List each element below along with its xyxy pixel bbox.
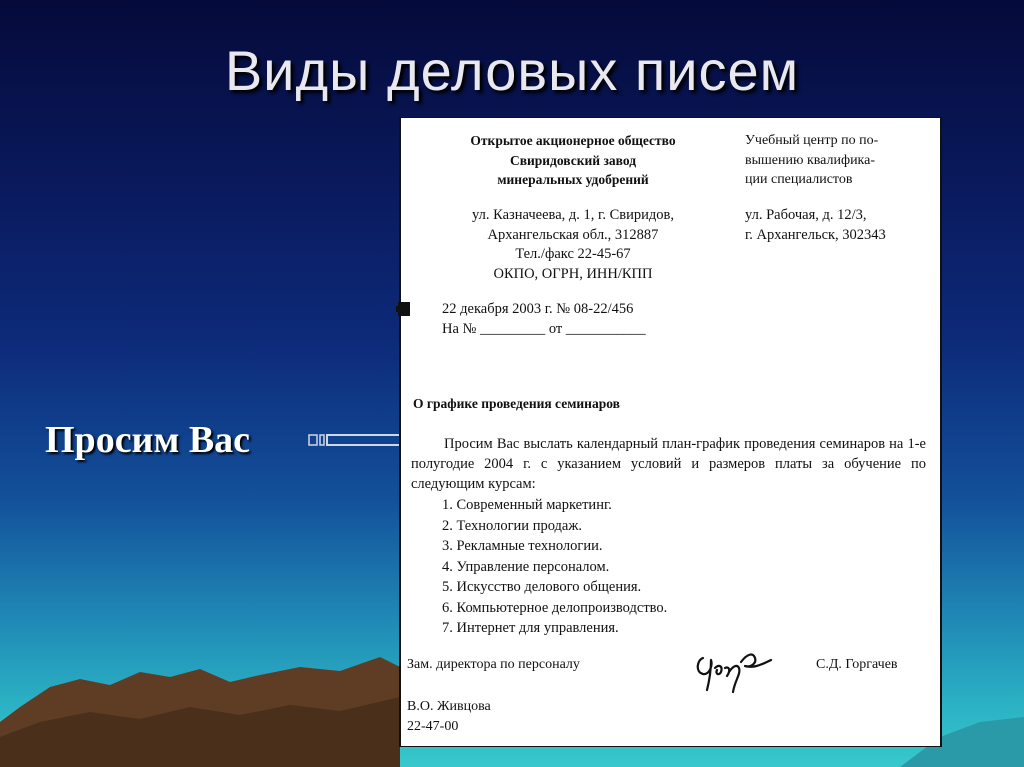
sender-address-line: ОКПО, ОГРН, ИНН/КПП — [493, 265, 653, 282]
date-and-number — [442, 300, 646, 339]
scan-artifact — [396, 296, 412, 322]
signer-name: С.Д. Горгачев — [816, 657, 898, 672]
executor-phone: 22-47-00 — [407, 719, 459, 734]
sender-org-line: Открытое акционерное общество — [470, 133, 676, 148]
sender-address-line: Архангельская обл., 312887 — [487, 226, 659, 243]
list-item: 3. Рекламные технологии. — [442, 538, 603, 554]
business-letter — [399, 117, 942, 747]
course-list — [442, 495, 667, 639]
handwritten-signature — [689, 638, 779, 698]
executor-name: В.О. Живцова — [407, 699, 491, 714]
list-item: 6. Компьютерное делопроизводство. — [442, 599, 668, 616]
recipient-org-line: Учебный центр по по- — [745, 133, 879, 148]
signer-position: Зам. директора по персоналу — [407, 657, 580, 672]
recipient-address-line: ул. Рабочая, д. 12/3, — [745, 207, 867, 223]
list-item: 1. Современный маркетинг. — [442, 497, 612, 513]
executor-info — [407, 697, 491, 737]
recipient-organization — [745, 131, 878, 190]
sender-address — [413, 206, 733, 284]
sender-org-line: Свиридовский завод — [509, 152, 637, 168]
side-label: Просим Вас — [45, 419, 251, 461]
date-line: 22 декабря 2003 г. № 08-22/456 — [442, 301, 634, 317]
list-item: 5. Искусство делового общения. — [442, 579, 642, 595]
slide-title: Виды деловых писем — [224, 39, 800, 102]
sender-address-line: Тел./факс 22-45-67 — [515, 246, 631, 262]
body-paragraph: Просим Вас выслать календарный план-график проведения семинаров на 1-е полугодие 2004 г. с указанием условий и размеров платы за обучение по следующим курсам: — [411, 436, 926, 492]
recipient-org-line: вышению квалифика- — [745, 152, 876, 168]
letter-body — [411, 434, 926, 494]
recipient-address — [745, 206, 886, 245]
list-item: 4. Управление персоналом. — [442, 558, 610, 575]
recipient-org-line: ции специалистов — [745, 172, 853, 187]
sender-address-line: ул. Казначеева, д. 1, г. Свиридов, — [472, 207, 674, 223]
reference-line: На № _________ от ___________ — [442, 320, 646, 337]
recipient-address-line: г. Архангельск, 302343 — [745, 226, 886, 243]
sender-org-line: минеральных удобрений — [497, 172, 649, 187]
list-item: 7. Интернет для управления. — [442, 620, 619, 636]
letter-subject: О графике проведения семинаров — [413, 396, 620, 411]
sender-organization — [413, 131, 733, 190]
list-item: 2. Технологии продаж. — [442, 517, 582, 534]
